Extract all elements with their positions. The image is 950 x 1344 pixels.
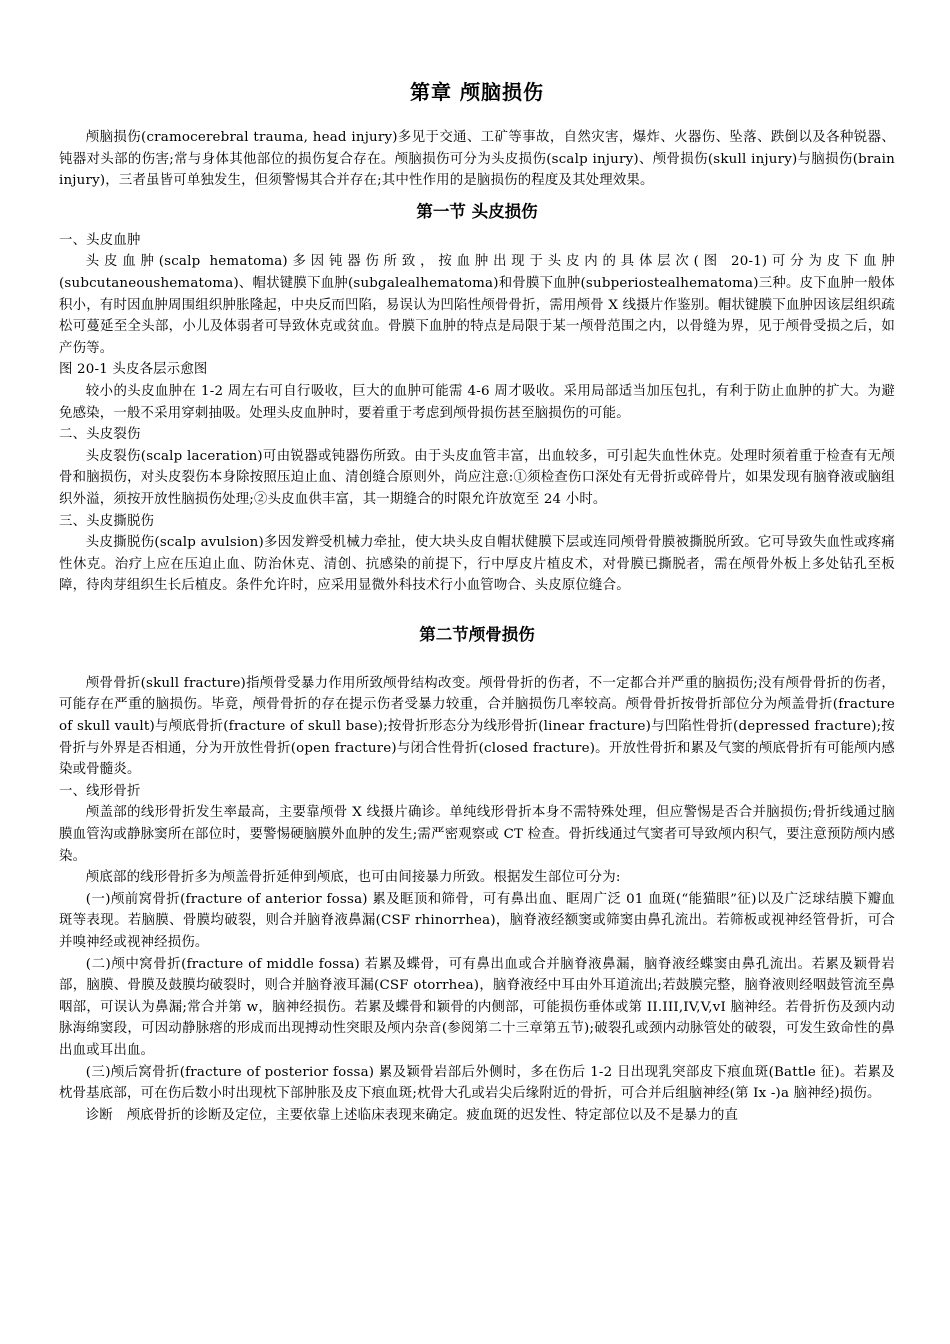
paragraph-scalp-hematoma: 头皮血肿(scalp hematoma)多因钝器伤所致，按血肿出现于头皮内的具体层次(图 20-1)可分为皮下血肿(subcutaneoushematoma)、帽状键膜下血肿(subgalealhematoma)和骨膜下血肿(subperiostealhematoma)三种。皮下血肿一般体积小，有时因血肿周围组织肿胀隆起，中央反而凹陷，易误认为凹陷性颅骨骨折，需用颅骨 X 线摄片作鉴别。帽状键膜下血肿因该层组织疏松可蔓延至全头部，小儿及体弱者可导致休克或贫血。骨膜下血肿的特点是局限于某一颅骨范围之内，以骨缝为界，见于颅骨受损之后，如产伤等。 bbox=[59, 254, 895, 356]
paragraph-base-linear-fracture: 颅底部的线形骨折多为颅盖骨折延伸到颅底，也可由间接暴力所致。根据发生部位可分为: bbox=[85, 870, 621, 886]
subsection-heading-linear-fracture: 一、线形骨折 bbox=[59, 783, 141, 799]
section1-title: 第一节 头皮损伤 bbox=[416, 201, 538, 221]
figure-caption: 图 20-1 头皮各层示愈图 bbox=[59, 362, 208, 378]
subsection-heading-scalp-laceration: 二、头皮裂伤 bbox=[59, 427, 141, 443]
subsection-heading-scalp-avulsion: 三、头皮撕脱伤 bbox=[59, 513, 155, 529]
paragraph-anterior-fossa: (一)颅前窝骨折(fracture of anterior fossa) 累及眶顶和筛骨，可有鼻出血、眶周广泛 01 血斑(“能猫眼”征)以及广泛球结膜下瓣血斑等表现。若脑膜、骨膜均破裂，则合并脑脊液鼻漏(CSF rhinorrhea)，脑脊液经额窦或筛窦由鼻孔流出。若筛板或视神经管骨折，可合并嗅神经或视神经损伤。 bbox=[59, 891, 895, 950]
paragraph-skull-fracture-intro: 颅骨骨折(skull fracture)指颅骨受暴力作用所致颅骨结构改变。颅骨骨折的伤者，不一定都合并严重的脑损伤;没有颅骨骨折的伤者，可能存在严重的脑损伤。毕竟，颅骨骨折的存在提示伤者受暴力较重，合并脑损伤几率较高。颅骨骨折按骨折部位分为颅盖骨折(fracture of skull vault)与颅底骨折(fracture of skull base);按骨折形态分为线形骨折(linear fracture)与凹陷性骨折(depressed fracture);按骨折与外界是否相通，分为开放性骨折(open fracture)与闭合性骨折(closed fracture)。开放性骨折和累及气窦的颅底骨折有可能颅内感染或骨髓炎。 bbox=[59, 675, 895, 778]
paragraph-hematoma-treatment: 较小的头皮血肿在 1-2 周左右可自行吸收，巨大的血肿可能需 4-6 周才吸收。采用局部适当加压包扎，有利于防止血肿的扩大。为避免感染，一般不采用穿刺抽吸。处理头皮血肿时，要着重于考虑到颅骨损伤甚至脑损伤的可能。 bbox=[59, 383, 895, 421]
chapter-title: 第章 颅脑损伤 bbox=[410, 80, 544, 104]
paragraph-scalp-avulsion: 头皮撕脱伤(scalp avulsion)多因发辫受机械力牵扯，使大块头皮自帽状健膜下层或连同颅骨骨膜被撕脱所致。它可导致失血性或疼痛性休克。治疗上应在压迫止血、防治休克、清创、抗感染的前提下，行中厚皮片植皮术，对骨膜已撕脱者，需在颅骨外板上多处钻孔至板障，待肉芽组织生长后植皮。条件允许时，应采用显微外科技术行小血管吻合、头皮原位缝合。 bbox=[59, 535, 895, 594]
paragraph-vault-linear-fracture: 颅盖部的线形骨折发生率最高，主要靠颅骨 X 线摄片确诊。单纯线形骨折本身不需特殊处理，但应警惕是否合并脑损伤;骨折线通过脑膜血管沟或静脉窦所在部位时，要警惕硬脑膜外血肿的发生;需严密观察或 CT 检查。骨折线通过气窦者可导致颅内积气，要注意预防颅内感染。 bbox=[59, 805, 895, 864]
section2-title: 第二节颅骨损伤 bbox=[419, 624, 535, 644]
intro-paragraph: 颅脑损伤(cramocerebral trauma, head injury)多见于交通、工矿等事故，自然灾害，爆炸、火器伤、坠落、跌倒以及各种锐器、钝器对头部的伤害;常与身体其他部位的损伤复合存在。颅脑损伤可分为头皮损伤(scalp injury)、颅骨损伤(skull injury)与脑损伤(brain injury)，三者虽皆可单独发生，但须警惕其合并存在;其中性作用的是脑损伤的程度及其处理效果。 bbox=[59, 130, 895, 189]
paragraph-posterior-fossa: (三)颅后窝骨折(fracture of posterior fossa) 累及颖骨岩部后外侧时，多在伤后 1-2 日出现乳突部皮下痕血斑(Battle 征)。若累及枕骨基底部，可在伤后数小时出现枕下部肿胀及皮下痕血斑;枕骨大孔或岩尖后缘附近的骨折，可合并后组脑神经(第 Ix -)a 脑神经)损伤。 bbox=[59, 1064, 895, 1102]
paragraph-diagnosis: 诊断 颅底骨折的诊断及定位，主要依靠上述临床表现来确定。疲血斑的迟发性、特定部位以及不是暴力的直 bbox=[85, 1107, 739, 1123]
subsection-heading-scalp-hematoma: 一、头皮血肿 bbox=[59, 232, 141, 248]
paragraph-middle-fossa: (二)颅中窝骨折(fracture of middle fossa) 若累及蝶骨，可有鼻出血或合并脑脊液鼻漏，脑脊液经蝶窦由鼻孔流出。若累及颖骨岩部，脑膜、骨膜及鼓膜均破裂时，则合并脑脊液耳漏(CSF otorrhea)，脑脊液经中耳由外耳道流出;若鼓膜完整，脑脊液则经咽鼓管流至鼻咽部，可误认为鼻漏;常合并第 w，脑神经损伤。若累及蝶骨和颖骨的内侧部，可能损伤垂体或第 II.III,IV,V,vI 脑神经。若骨折伤及颈内动脉海绵窦段，可因动静脉瘩的形成而出现搏动性突眼及颅内杂音(参阅第二十三章第五节);破裂孔或颈内动脉管处的破裂，可发生致命性的鼻出血或耳出血。 bbox=[59, 956, 895, 1058]
paragraph-scalp-laceration: 头皮裂伤(scalp laceration)可由锐器或钝器伤所致。由于头皮血管丰富，出血较多，可引起失血性休克。处理时须着重于检查有无颅骨和脑损伤，对头皮裂伤本身除按照压迫止血、清创缝合原则外，尚应注意:①须检查伤口深处有无骨折或碎骨片，如果发现有脑脊液或脑组织外溢，须按开放性脑损伤处理;②头皮血供丰富，其一期缝合的时限允许放宽至 24 小时。 bbox=[59, 448, 895, 507]
